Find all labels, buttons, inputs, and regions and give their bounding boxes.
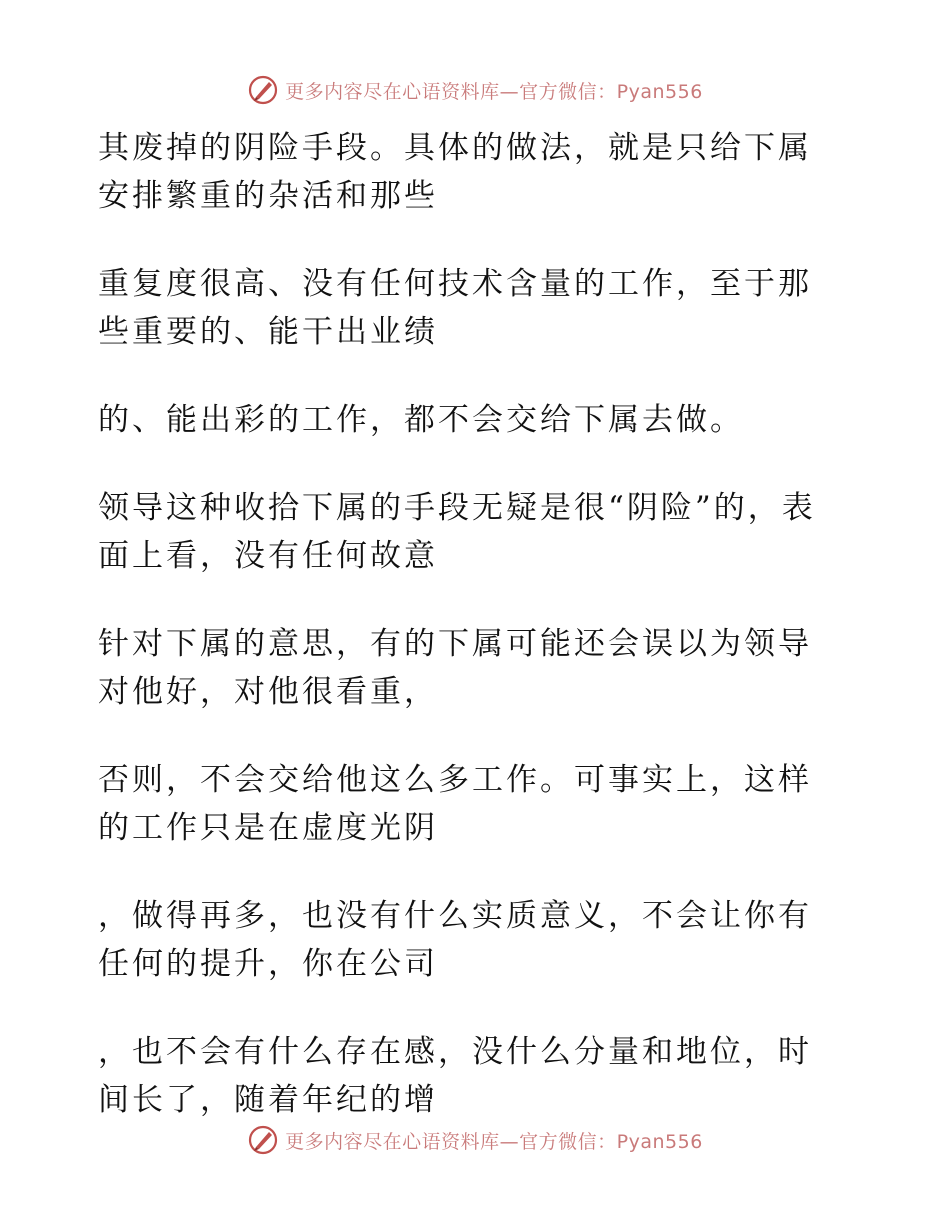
quill-pen-logo-icon xyxy=(247,1124,279,1156)
header-watermark xyxy=(0,70,950,110)
paragraph: 的、能出彩的工作，都不会交给下属去做。 xyxy=(98,402,744,438)
paragraph: 其废掉的阴险手段。具体的做法，就是只给下属安排繁重的杂活和那些 xyxy=(98,130,812,214)
paragraph: ，也不会有什么存在感，没什么分量和地位，时间长了，随着年纪的增 xyxy=(98,1034,812,1118)
paragraph: 领导这种收拾下属的手段无疑是很“阴险”的，表面上看，没有任何故意 xyxy=(98,490,816,574)
paragraph: ，做得再多，也没有什么实质意义，不会让你有任何的提升，你在公司 xyxy=(98,898,812,982)
paragraph: 否则，不会交给他这么多工作。可事实上，这样的工作只是在虚度光阴 xyxy=(98,762,812,846)
watermark-text: 更多内容尽在心语资料库—官方微信：Pyan556 xyxy=(285,80,703,103)
document-body xyxy=(98,124,838,1164)
footer-watermark xyxy=(0,1120,950,1160)
watermark-text: 更多内容尽在心语资料库—官方微信：Pyan556 xyxy=(285,1130,703,1153)
paragraph: 重复度很高、没有任何技术含量的工作，至于那些重要的、能干出业绩 xyxy=(98,266,812,350)
quill-pen-logo-icon xyxy=(247,74,279,106)
paragraph: 针对下属的意思，有的下属可能还会误以为领导对他好，对他很看重， xyxy=(98,626,812,710)
